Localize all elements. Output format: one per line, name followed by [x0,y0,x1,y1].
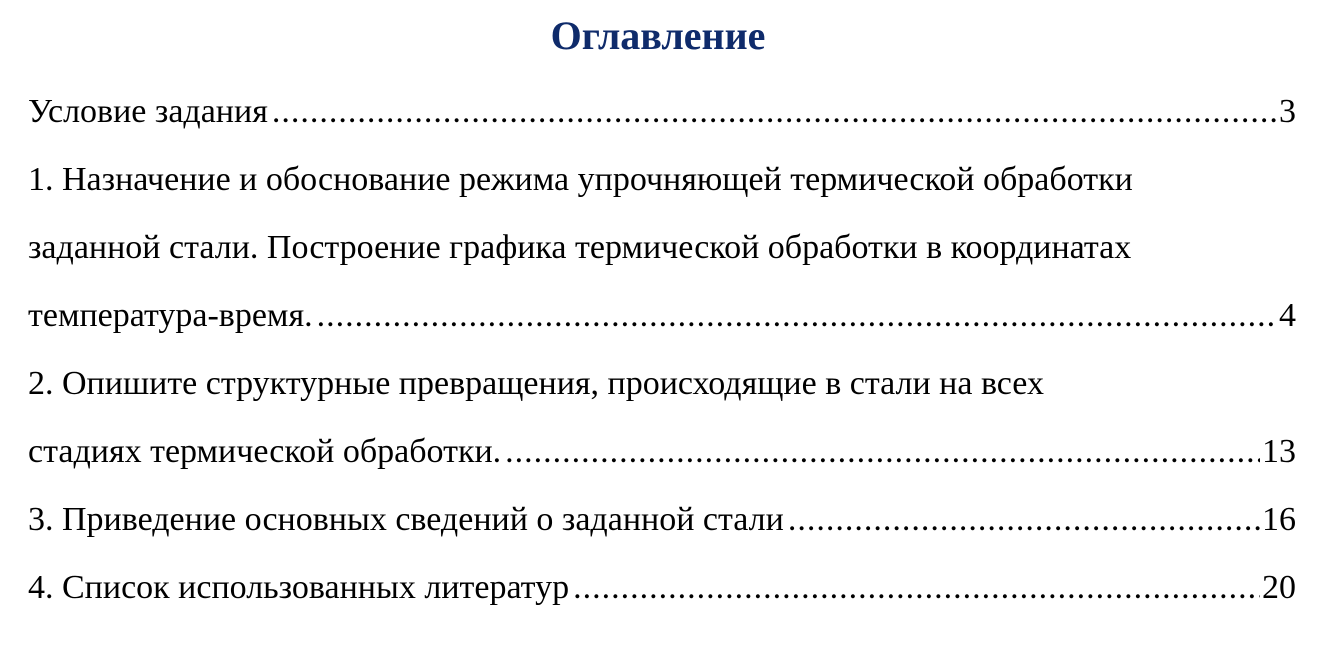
toc-line [28,282,1296,350]
toc-page-number: 4 [1279,297,1296,334]
toc-line [28,146,1296,214]
toc-page-number: 3 [1279,93,1296,130]
dot-leader [317,282,1277,350]
toc-title: Оглавление [550,13,766,58]
toc-line [28,486,1296,554]
toc-line [28,350,1296,418]
dot-leader [788,486,1260,554]
table-of-contents [28,78,1296,622]
toc-entry-text: 4. Список использованных литератур [28,569,570,606]
toc-entry-text: Условие задания [28,93,268,130]
dot-leader [573,554,1260,622]
toc-entry-section-3[interactable] [28,486,1296,554]
dot-leader [272,78,1277,146]
toc-entry-text: температура-время. [28,297,313,334]
dot-leader [505,418,1260,486]
toc-line [28,554,1296,622]
toc-page-number: 13 [1262,433,1296,470]
toc-entry-section-4[interactable] [28,554,1296,622]
toc-line [28,78,1296,146]
toc-entry-text: 3. Приведение основных сведений о заданной стали [28,501,784,538]
toc-entry-text: заданной стали. Построение графика термической обработки в координатах [28,229,1132,266]
toc-page-number: 20 [1262,569,1296,606]
toc-page-number: 16 [1262,501,1296,538]
toc-entry-section-2[interactable] [28,350,1296,486]
toc-entry-section-1[interactable] [28,146,1296,350]
toc-entry-text: 1. Назначение и обоснование режима упрочняющей термической обработки [28,161,1133,198]
toc-entry-task[interactable] [28,78,1296,146]
toc-entry-text: стадиях термической обработки. [28,433,502,470]
toc-line [28,214,1296,282]
toc-line [28,418,1296,486]
toc-entry-text: 2. Опишите структурные превращения, происходящие в стали на всех [28,365,1044,402]
